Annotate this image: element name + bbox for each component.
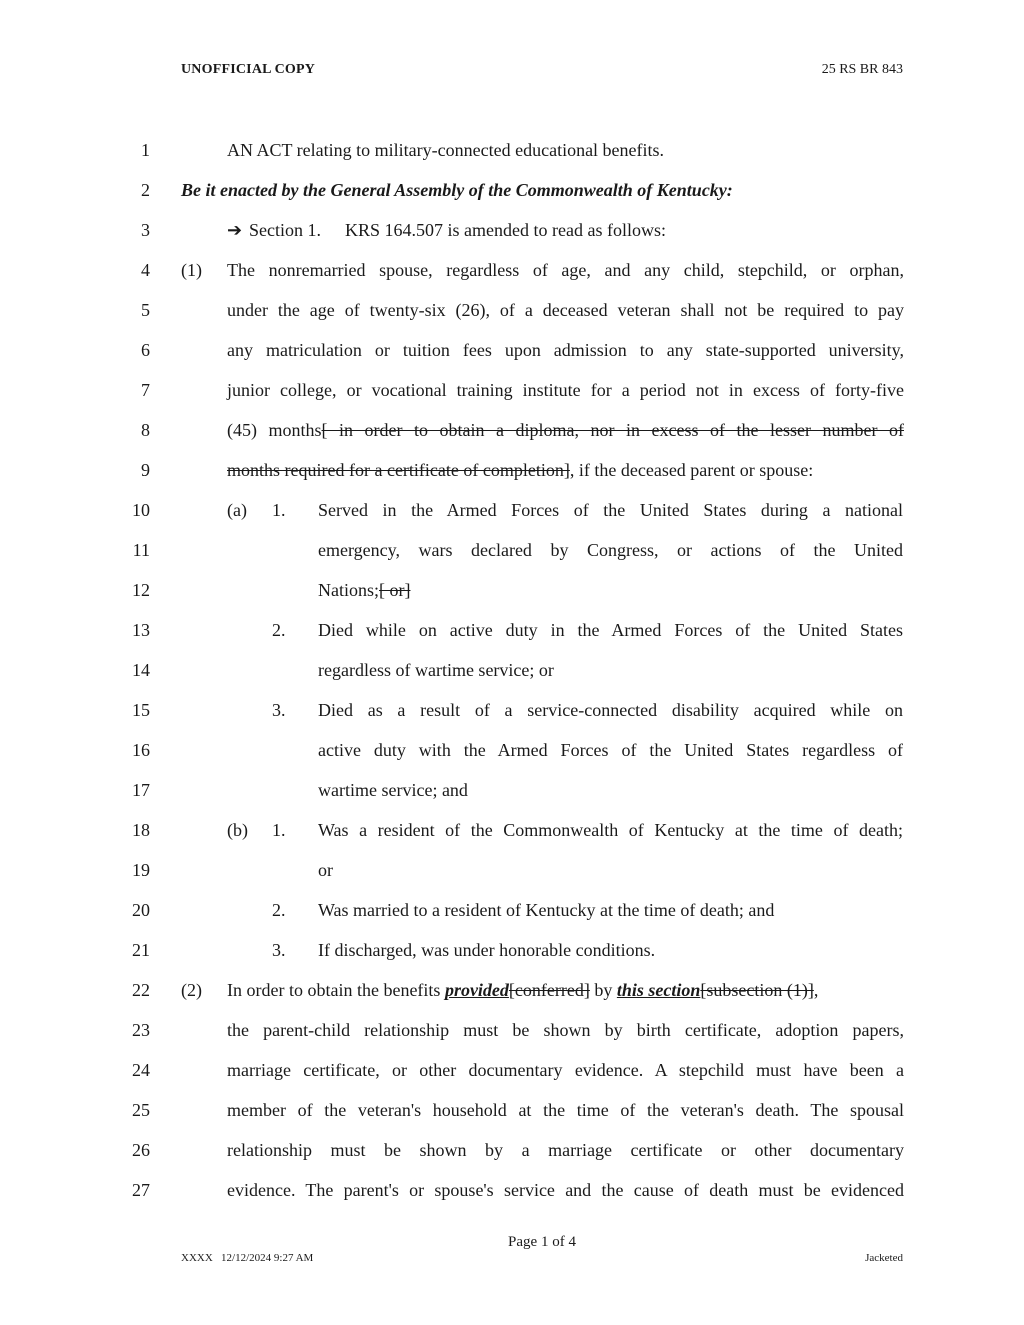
section-text: KRS 164.507 is amended to read as follows: [345, 220, 666, 240]
document-line [0, 618, 1024, 642]
document-line [0, 338, 1024, 362]
line-number: 4 [141, 260, 150, 280]
item-label: 2. [272, 900, 286, 920]
item-label: 3. [272, 940, 286, 960]
line-text [227, 978, 818, 1002]
deleted-text: months required for a certificate of completion] [227, 460, 570, 480]
paragraph-label: (a) [227, 500, 247, 520]
document-line [0, 138, 1024, 162]
line-number: 12 [132, 580, 150, 600]
document-line [0, 1018, 1024, 1042]
line-text: regardless of wartime service; or [318, 660, 554, 680]
line-number: 3 [141, 220, 150, 240]
line-number: 16 [132, 740, 150, 760]
line-text-part: , [813, 980, 819, 1000]
line-number: 15 [132, 700, 150, 720]
document-line [0, 978, 1024, 1002]
document-line [0, 578, 1024, 602]
line-text: wartime service; and [318, 780, 468, 800]
line-number: 8 [141, 420, 150, 440]
subsection-label: (1) [181, 260, 202, 280]
line-number: 2 [141, 180, 150, 200]
document-line [0, 418, 1024, 442]
line-text: member of the veteran's household at the time of the veteran's death. The spousal [227, 1100, 904, 1120]
line-text: The nonremarried spouse, regardless of age, and any child, stepchild, or orphan, [227, 260, 904, 280]
section-heading: Section 1. [249, 220, 321, 240]
line-number: 18 [132, 820, 150, 840]
line-number: 1 [141, 140, 150, 160]
document-line [0, 1098, 1024, 1122]
inserted-text: this section [616, 980, 701, 1000]
line-text: marriage certificate, or other documentary evidence. A stepchild must have been a [227, 1060, 904, 1080]
line-number: 10 [132, 500, 150, 520]
line-text [227, 458, 813, 482]
line-number: 14 [132, 660, 150, 680]
document-line [0, 218, 1024, 242]
line-text: Was married to a resident of Kentucky at the time of death; and [318, 900, 775, 920]
section-arrow-icon: ➔ [227, 220, 243, 240]
line-text [318, 578, 410, 602]
document-line [0, 498, 1024, 522]
line-text: Was a resident of the Commonwealth of Kentucky at the time of death; [318, 820, 903, 840]
document-line [0, 378, 1024, 402]
line-number: 24 [132, 1060, 150, 1080]
document-line [0, 298, 1024, 322]
line-number: 6 [141, 340, 150, 360]
document-line [0, 738, 1024, 762]
line-number: 11 [132, 540, 150, 560]
document-line [0, 858, 1024, 882]
document-line [0, 658, 1024, 682]
line-number: 25 [132, 1100, 150, 1120]
document-line [0, 818, 1024, 842]
line-text: the parent-child relationship must be shown by birth certificate, adoption papers, [227, 1020, 904, 1040]
document-line [0, 258, 1024, 282]
line-number: 17 [132, 780, 150, 800]
paragraph-label: (b) [227, 820, 248, 840]
line-text-part: In order to obtain the benefits [227, 980, 445, 1000]
document-line [0, 778, 1024, 802]
line-text: active duty with the Armed Forces of the United States regardless of [318, 740, 903, 760]
header-left: UNOFFICIAL COPY [181, 62, 316, 77]
line-number: 20 [132, 900, 150, 920]
footer-left: XXXX 12/12/2024 9:27 AM [181, 1252, 314, 1264]
document-line [0, 938, 1024, 962]
line-text: under the age of twenty-six (26), of a deceased veteran shall not be required to pay [227, 300, 904, 320]
line-text: junior college, or vocational training institute for a period not in excess of forty-five [227, 380, 904, 400]
item-label: 1. [272, 820, 286, 840]
act-title: AN ACT relating to military-connected educational benefits. [227, 140, 665, 160]
document-line [0, 1138, 1024, 1162]
document-line [0, 698, 1024, 722]
line-text: Served in the Armed Forces of the United States during a national [318, 500, 903, 520]
line-text: evidence. The parent's or spouse's service and the cause of death must be evidenced [227, 1180, 904, 1200]
line-text: relationship must be shown by a marriage certificate or other documentary [227, 1140, 904, 1160]
line-text [227, 418, 904, 442]
line-text: emergency, wars declared by Congress, or actions of the United [318, 540, 903, 560]
line-number: 23 [132, 1020, 150, 1040]
line-number: 21 [132, 940, 150, 960]
page-number: Page 1 of 4 [508, 1234, 576, 1250]
line-number: 27 [132, 1180, 150, 1200]
enacting-clause: Be it enacted by the General Assembly of the Commonwealth of Kentucky: [181, 180, 733, 200]
deleted-text: [ or] [379, 580, 411, 600]
deleted-text: [conferred] [508, 980, 590, 1000]
line-number: 5 [141, 300, 150, 320]
subsection-label: (2) [181, 980, 202, 1000]
line-number: 19 [132, 860, 150, 880]
line-number: 22 [132, 980, 150, 1000]
document-line [0, 898, 1024, 922]
line-text: Died while on active duty in the Armed Forces of the United States [318, 620, 903, 640]
footer-right: Jacketed [865, 1252, 903, 1264]
line-number: 26 [132, 1140, 150, 1160]
line-text: or [318, 860, 333, 880]
line-text-part: Nations; [318, 580, 379, 600]
document-line [0, 458, 1024, 482]
header-right: 25 RS BR 843 [821, 62, 903, 77]
line-text-part: by [589, 980, 617, 1000]
line-number: 9 [141, 460, 150, 480]
item-label: 3. [272, 700, 286, 720]
deleted-text: [subsection (1)] [700, 980, 814, 1000]
document-line [0, 178, 1024, 202]
inserted-text: provided [444, 980, 509, 1000]
document-line [0, 1058, 1024, 1082]
line-text: any matriculation or tuition fees upon admission to any state-supported university, [227, 340, 904, 360]
line-text: Died as a result of a service-connected disability acquired while on [318, 700, 903, 720]
line-text: If discharged, was under honorable conditions. [318, 940, 656, 960]
line-text-part: , if the deceased parent or spouse: [569, 460, 814, 480]
line-text-part: (45) months [227, 420, 322, 440]
deleted-text: [ in order to obtain a diploma, nor in excess of the lesser number of [321, 420, 904, 440]
line-number: 13 [132, 620, 150, 640]
item-label: 2. [272, 620, 286, 640]
line-number: 7 [141, 380, 150, 400]
item-label: 1. [272, 500, 286, 520]
document-line [0, 1178, 1024, 1202]
document-line [0, 538, 1024, 562]
